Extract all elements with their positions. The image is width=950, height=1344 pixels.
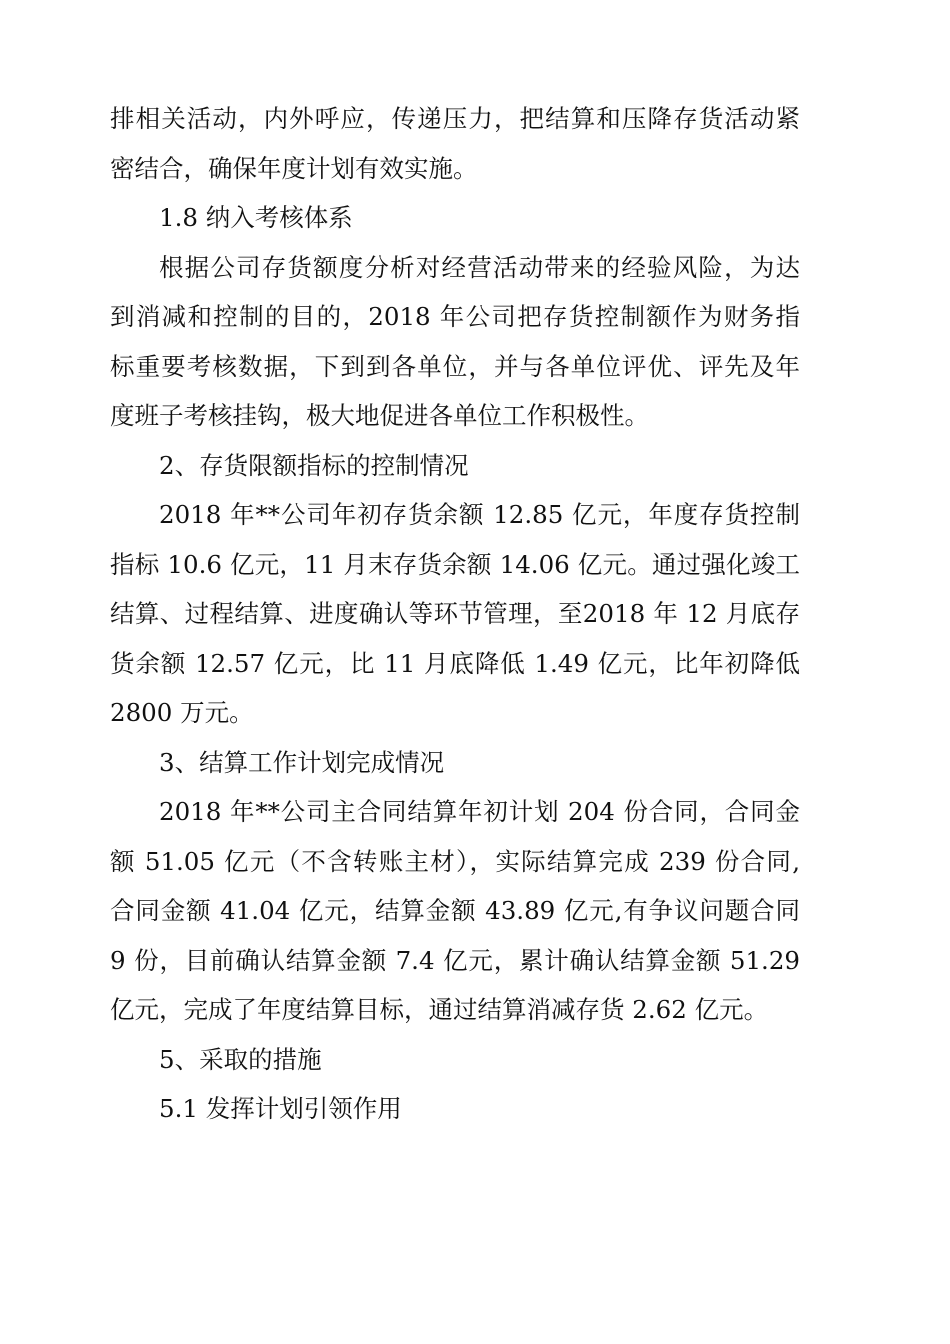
subsection-heading: 5.1 发挥计划引领作用 [159,1094,402,1123]
text-line: 到消减和控制的目的，2018 年公司把存货控制额作为财务指 [110,302,800,331]
paragraph-continuation [110,94,800,193]
text-line: 指标 10.6 亿元，11 月末存货余额 14.06 亿元。通过强化竣工 [110,549,800,579]
section-heading: 2、存货限额指标的控制情况 [159,450,469,480]
text-line: 2018 年**公司主合同结算年初计划 204 份合同，合同金 [159,797,800,826]
text-line: 排相关活动，内外呼应，传递压力，把结算和压降存货活动紧 [110,104,800,133]
text-line: 根据公司存货额度分析对经营活动带来的经验风险，为达 [159,252,800,282]
text-line: 密结合，确保年度计划有效实施。 [110,153,478,183]
text-line: 亿元，完成了年度结算目标，通过结算消减存货 2.62 亿元。 [110,995,769,1024]
document-body [110,94,800,1134]
text-line: 9 份，目前确认结算金额 7.4 亿元，累计确认结算金额 51.29 [110,945,800,975]
text-line: 标重要考核数据，下到到各单位，并与各单位评优、评先及年 [110,351,800,381]
text-line: 货余额 12.57 亿元，比 11 月底降低 1.49 亿元，比年初降低 [110,648,800,678]
text-line: 度班子考核挂钩，极大地促进各单位工作积极性。 [110,401,649,430]
section-heading: 5、采取的措施 [159,1044,322,1074]
paragraph [110,787,800,1035]
text-line: 2800 万元。 [110,698,254,727]
text-line: 结算、过程结算、进度确认等环节管理，至2018 年 12 月底存 [110,599,800,628]
paragraph [110,490,800,738]
paragraph [110,243,800,441]
text-line: 额 51.05 亿元（不含转账主材），实际结算完成 239 份合同, [110,846,800,876]
section-heading: 1.8 纳入考核体系 [159,203,353,232]
section-heading: 3、结算工作计划完成情况 [159,747,445,777]
text-line: 2018 年**公司年初存货余额 12.85 亿元，年度存货控制 [159,500,800,529]
text-line: 合同金额 41.04 亿元，结算金额 43.89 亿元,有争议问题合同 [110,896,800,925]
